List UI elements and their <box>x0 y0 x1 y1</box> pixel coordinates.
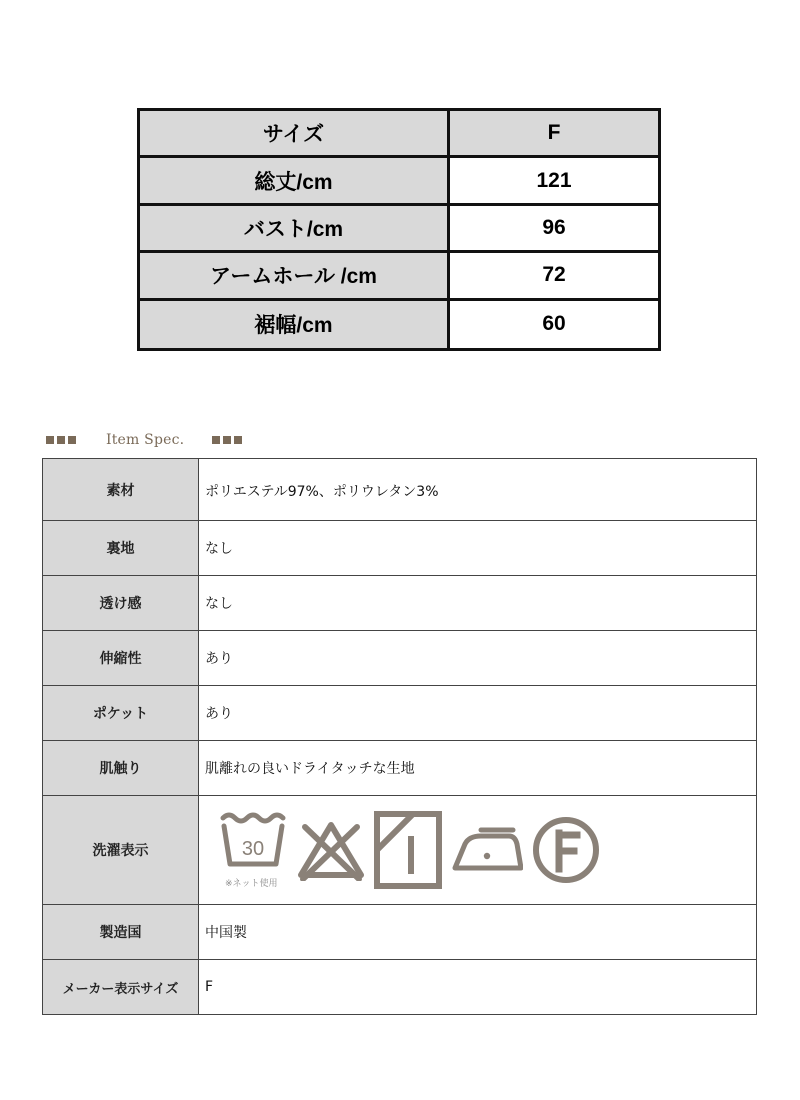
wash-30-net-icon <box>217 806 289 894</box>
size-row-label: アームホール /cm <box>140 253 450 300</box>
spec-row <box>43 905 756 960</box>
spec-row <box>43 576 756 631</box>
spec-row <box>43 686 756 741</box>
iron-low-icon <box>451 826 523 874</box>
net-note: ※ネット使用 <box>225 879 278 889</box>
spec-value: 肌離れの良いドライタッチな生地 <box>205 761 415 777</box>
size-row-label: バスト/cm <box>140 206 450 253</box>
spec-table <box>42 458 757 1015</box>
spec-row <box>43 459 756 521</box>
spec-label: 素材 <box>43 459 199 520</box>
item-spec-title: Item Spec. <box>106 432 185 448</box>
size-row-value: 121 <box>450 158 658 205</box>
no-bleach-icon <box>297 819 365 881</box>
size-table <box>137 108 661 351</box>
decor-squares-left <box>46 436 76 444</box>
drip-dry-shade-icon <box>373 810 443 890</box>
spec-label: 伸縮性 <box>43 631 199 685</box>
size-row-value: 72 <box>450 253 658 300</box>
size-header-label: サイズ <box>140 111 450 158</box>
spec-label: メーカー表示サイズ <box>43 960 199 1014</box>
dry-clean-f-icon <box>531 815 601 885</box>
spec-row <box>43 741 756 796</box>
size-row-value: 60 <box>450 301 658 348</box>
spec-label: 肌触り <box>43 741 199 795</box>
spec-row-care <box>43 796 756 905</box>
item-spec-heading <box>46 430 242 450</box>
spec-label: ポケット <box>43 686 199 740</box>
decor-squares-right <box>212 436 242 444</box>
spec-value: ポリエステル97%、ポリウレタン3% <box>205 484 439 500</box>
spec-label: 洗濯表示 <box>43 796 199 904</box>
spec-value: なし <box>205 596 233 612</box>
spec-label: 製造国 <box>43 905 199 959</box>
spec-value: なし <box>205 541 233 557</box>
spec-label: 裏地 <box>43 521 199 575</box>
care-icons <box>199 796 756 904</box>
size-header-value: F <box>450 111 658 158</box>
spec-value: F <box>205 979 214 995</box>
size-row-value: 96 <box>450 206 658 253</box>
spec-row <box>43 521 756 576</box>
spec-value: あり <box>205 706 233 722</box>
svg-text:30: 30 <box>241 838 265 860</box>
size-row-label: 総丈/cm <box>140 158 450 205</box>
spec-value: あり <box>205 651 233 667</box>
spec-row <box>43 631 756 686</box>
spec-row <box>43 960 756 1014</box>
size-row-label: 裾幅/cm <box>140 301 450 348</box>
spec-value: 中国製 <box>205 925 247 941</box>
spec-label: 透け感 <box>43 576 199 630</box>
